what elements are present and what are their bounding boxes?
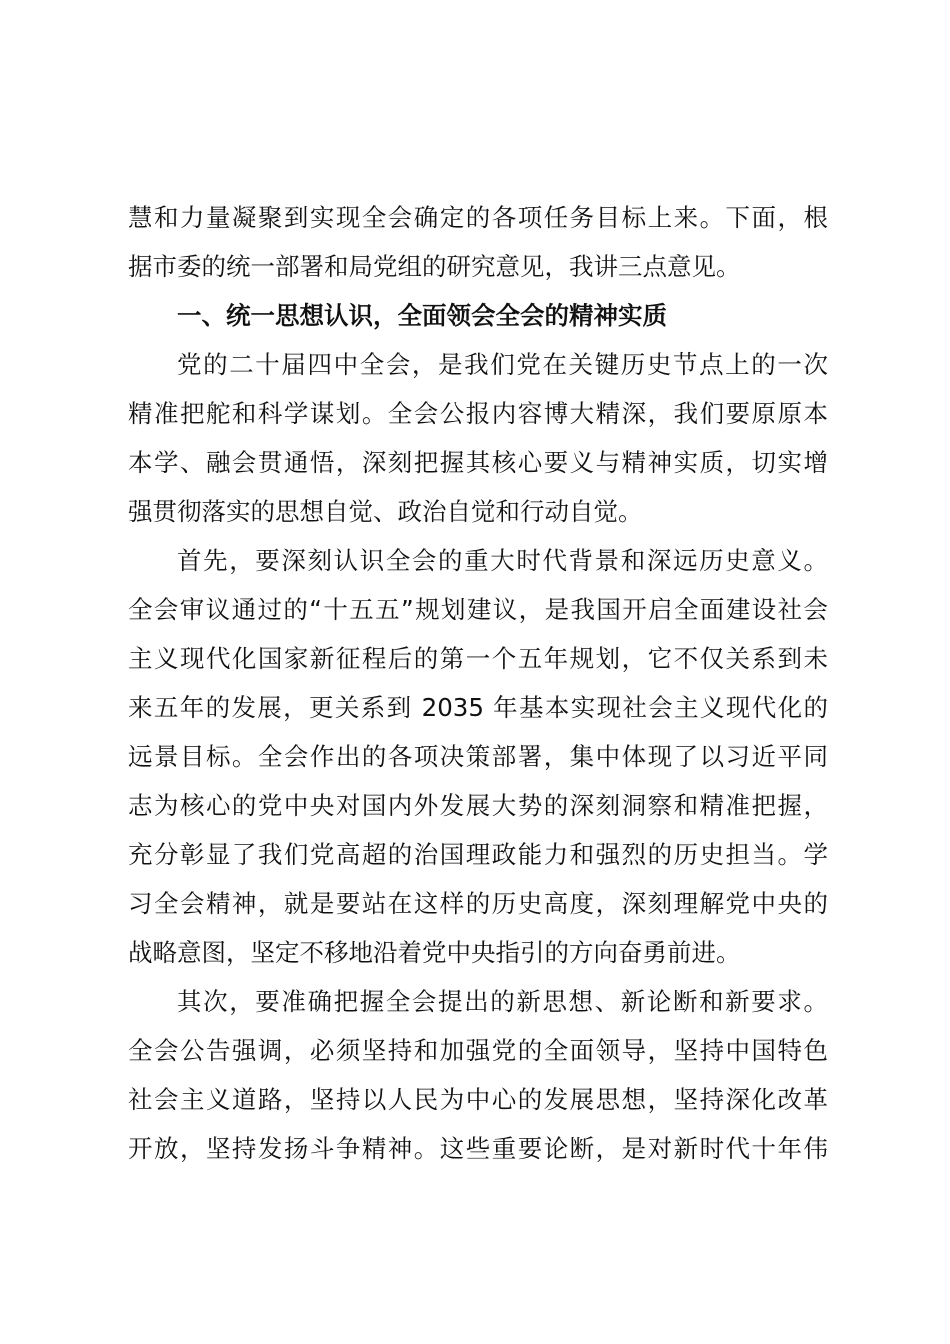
paragraph-line: 远景目标。全会作出的各项决策部署，集中体现了以习近平同 (128, 742, 828, 771)
paragraph-line: 充分彰显了我们党高超的治国理政能力和强烈的历史担当。学 (128, 840, 828, 869)
paragraph-line: 战略意图，坚定不移地沿着党中央指引的方向奋勇前进。 (128, 938, 741, 967)
paragraph-line: 慧和力量凝聚到实现全会确定的各项任务目标上来。下面，根 (128, 203, 828, 232)
document-body (128, 193, 828, 1173)
paragraph-line: 开放，坚持发扬斗争精神。这些重要论断，是对新时代十年伟 (128, 1134, 828, 1163)
paragraph-line: 来五年的发展，更关系到 2035 年基本实现社会主义现代化的 (128, 693, 828, 722)
paragraph-line: 本学、融会贯通悟，深刻把握其核心要义与精神实质，切实增 (128, 448, 828, 477)
paragraph-line: 志为核心的党中央对国内外发展大势的深刻洞察和精准把握， (128, 791, 828, 820)
paragraph-line: 习全会精神，就是要站在这样的历史高度，深刻理解党中央的 (128, 889, 828, 918)
paragraph-line: 强贯彻落实的思想自觉、政治自觉和行动自觉。 (128, 497, 643, 526)
paragraph-line: 全会审议通过的“十五五”规划建议，是我国开启全面建设社会 (128, 595, 828, 624)
paragraph-line: 精准把舵和科学谋划。全会公报内容博大精深，我们要原原本 (128, 399, 828, 428)
paragraph-line: 其次，要准确把握全会提出的新思想、新论断和新要求。 (177, 987, 828, 1016)
paragraph-line: 首先，要深刻认识全会的重大时代背景和深远历史意义。 (177, 546, 828, 575)
paragraph-line: 据市委的统一部署和局党组的研究意见，我讲三点意见。 (128, 252, 741, 281)
paragraph-line: 社会主义道路，坚持以人民为中心的发展思想，坚持深化改革 (128, 1085, 828, 1114)
section-heading: 一、统一思想认识，全面领会全会的精神实质 (177, 301, 667, 330)
paragraph-line: 党的二十届四中全会，是我们党在关键历史节点上的一次 (177, 350, 828, 379)
paragraph-line: 全会公告强调，必须坚持和加强党的全面领导，坚持中国特色 (128, 1036, 828, 1065)
paragraph-line: 主义现代化国家新征程后的第一个五年规划，它不仅关系到未 (128, 644, 828, 673)
